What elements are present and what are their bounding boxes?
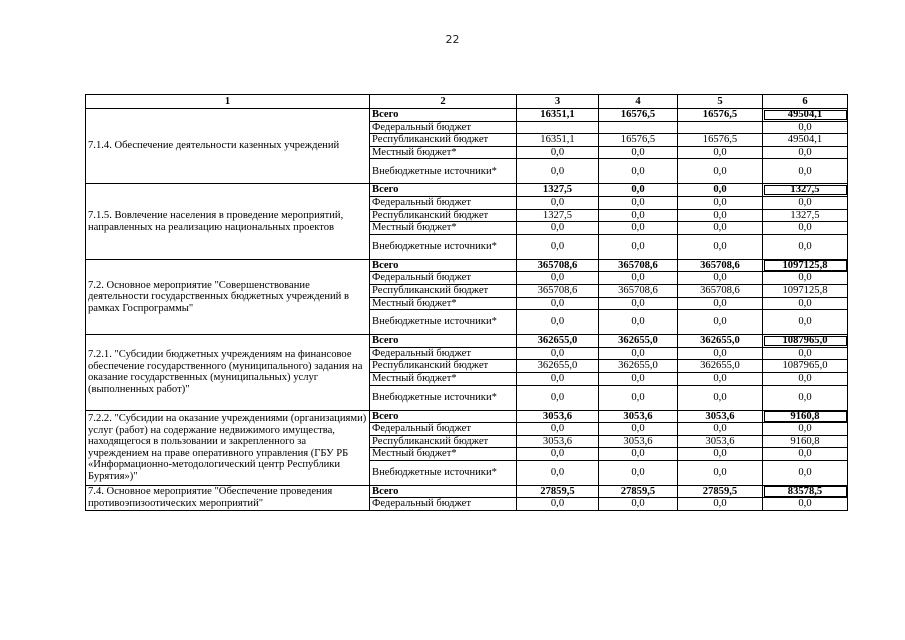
amount-cell xyxy=(678,121,763,134)
amount-cell: 0,0 xyxy=(763,146,848,159)
amount-cell: 0,0 xyxy=(599,310,678,335)
amount-cell: 83578,5 xyxy=(763,485,848,498)
amount-cell: 0,0 xyxy=(678,498,763,511)
amount-cell: 0,0 xyxy=(599,297,678,310)
amount-cell: 0,0 xyxy=(763,234,848,259)
amount-cell: 0,0 xyxy=(678,184,763,197)
amount-cell: 0,0 xyxy=(599,372,678,385)
amount-cell: 0,0 xyxy=(517,196,599,209)
amount-cell: 3053,6 xyxy=(678,435,763,448)
amount-cell: 16576,5 xyxy=(599,109,678,122)
amount-cell: 1087965,0 xyxy=(763,335,848,348)
funding-source: Местный бюджет* xyxy=(370,146,517,159)
column-header: 2 xyxy=(370,95,517,109)
amount-cell: 0,0 xyxy=(678,423,763,436)
amount-cell: 0,0 xyxy=(763,121,848,134)
amount-cell: 27859,5 xyxy=(517,485,599,498)
amount-cell: 3053,6 xyxy=(599,435,678,448)
funding-source: Республиканский бюджет xyxy=(370,209,517,222)
amount-cell: 0,0 xyxy=(517,498,599,511)
amount-cell xyxy=(599,121,678,134)
table-row-total xyxy=(86,335,848,348)
column-header: 4 xyxy=(599,95,678,109)
amount-cell: 0,0 xyxy=(599,385,678,410)
amount-cell: 0,0 xyxy=(599,209,678,222)
table-body xyxy=(86,109,848,511)
amount-cell: 0,0 xyxy=(517,372,599,385)
amount-cell: 365708,6 xyxy=(678,259,763,272)
amount-cell: 0,0 xyxy=(763,272,848,285)
funding-source: Федеральный бюджет xyxy=(370,347,517,360)
amount-cell: 0,0 xyxy=(678,196,763,209)
amount-cell: 3053,6 xyxy=(599,410,678,423)
amount-cell: 3053,6 xyxy=(517,435,599,448)
measure-title: 7.2.1. "Субсидии бюджетных учреждениям на финансовое обеспечение государственного (муниципального) задания на оказание государственных (муниципальных) услуг (выполненных работ)" xyxy=(86,335,370,410)
header-row xyxy=(86,95,848,109)
funding-source: Всего xyxy=(370,335,517,348)
amount-cell: 0,0 xyxy=(763,448,848,461)
amount-cell: 9160,8 xyxy=(763,410,848,423)
funding-source: Внебюджетные источники* xyxy=(370,385,517,410)
amount-cell: 16576,5 xyxy=(599,134,678,147)
amount-cell: 0,0 xyxy=(599,196,678,209)
amount-cell: 0,0 xyxy=(517,423,599,436)
amount-cell: 0,0 xyxy=(678,448,763,461)
funding-source: Всего xyxy=(370,485,517,498)
funding-source: Внебюджетные источники* xyxy=(370,310,517,335)
amount-cell: 0,0 xyxy=(763,385,848,410)
amount-cell: 27859,5 xyxy=(678,485,763,498)
amount-cell: 0,0 xyxy=(517,159,599,184)
funding-source: Федеральный бюджет xyxy=(370,121,517,134)
amount-cell: 0,0 xyxy=(599,272,678,285)
table-row-total xyxy=(86,410,848,423)
amount-cell: 16576,5 xyxy=(678,134,763,147)
amount-cell: 0,0 xyxy=(763,159,848,184)
amount-cell: 1327,5 xyxy=(763,184,848,197)
table-row-total xyxy=(86,184,848,197)
amount-cell: 0,0 xyxy=(678,372,763,385)
amount-cell: 365708,6 xyxy=(599,284,678,297)
amount-cell: 0,0 xyxy=(517,460,599,485)
amount-cell: 0,0 xyxy=(763,347,848,360)
amount-cell: 0,0 xyxy=(517,385,599,410)
amount-cell: 49504,1 xyxy=(763,109,848,122)
amount-cell: 0,0 xyxy=(599,222,678,235)
funding-source: Федеральный бюджет xyxy=(370,196,517,209)
measure-title: 7.1.4. Обеспечение деятельности казенных учреждений xyxy=(86,109,370,184)
amount-cell: 1327,5 xyxy=(763,209,848,222)
amount-cell: 0,0 xyxy=(763,297,848,310)
amount-cell: 0,0 xyxy=(517,448,599,461)
amount-cell: 1087965,0 xyxy=(763,360,848,373)
funding-source: Республиканский бюджет xyxy=(370,360,517,373)
column-header: 6 xyxy=(763,95,848,109)
amount-cell: 0,0 xyxy=(678,159,763,184)
funding-source: Местный бюджет* xyxy=(370,222,517,235)
amount-cell: 362655,0 xyxy=(599,360,678,373)
amount-cell: 0,0 xyxy=(763,460,848,485)
amount-cell: 0,0 xyxy=(678,310,763,335)
amount-cell: 0,0 xyxy=(517,222,599,235)
amount-cell: 0,0 xyxy=(678,222,763,235)
table-row-total xyxy=(86,259,848,272)
amount-cell: 16351,1 xyxy=(517,109,599,122)
amount-cell: 0,0 xyxy=(599,460,678,485)
funding-source: Всего xyxy=(370,109,517,122)
amount-cell: 0,0 xyxy=(599,423,678,436)
amount-cell: 365708,6 xyxy=(599,259,678,272)
funding-source: Местный бюджет* xyxy=(370,372,517,385)
amount-cell: 362655,0 xyxy=(678,335,763,348)
amount-cell: 0,0 xyxy=(763,222,848,235)
amount-cell: 0,0 xyxy=(763,372,848,385)
amount-cell: 0,0 xyxy=(678,385,763,410)
amount-cell: 0,0 xyxy=(678,347,763,360)
funding-source: Местный бюджет* xyxy=(370,297,517,310)
funding-source: Местный бюджет* xyxy=(370,448,517,461)
amount-cell: 1327,5 xyxy=(517,184,599,197)
funding-source: Всего xyxy=(370,259,517,272)
column-header: 1 xyxy=(86,95,370,109)
amount-cell: 365708,6 xyxy=(517,259,599,272)
amount-cell: 0,0 xyxy=(517,347,599,360)
amount-cell: 0,0 xyxy=(517,272,599,285)
amount-cell: 0,0 xyxy=(599,347,678,360)
amount-cell: 3053,6 xyxy=(678,410,763,423)
amount-cell: 0,0 xyxy=(517,310,599,335)
amount-cell: 0,0 xyxy=(763,196,848,209)
amount-cell xyxy=(517,121,599,134)
amount-cell: 1097125,8 xyxy=(763,284,848,297)
funding-source: Внебюджетные источники* xyxy=(370,159,517,184)
amount-cell: 0,0 xyxy=(599,184,678,197)
amount-cell: 16576,5 xyxy=(678,109,763,122)
column-header: 3 xyxy=(517,95,599,109)
funding-source: Всего xyxy=(370,410,517,423)
amount-cell: 0,0 xyxy=(678,297,763,310)
measure-title: 7.2.2. "Субсидии на оказание учреждениями (организациями) услуг (работ) на содержание недвижимого имущества, находящегося в пользовании и закрепленного за учреждением на праве оперативного управления (ГБУ РБ «Информационно-методологический центр Республики Бурятия»)" xyxy=(86,410,370,485)
amount-cell: 365708,6 xyxy=(517,284,599,297)
funding-source: Всего xyxy=(370,184,517,197)
funding-source: Республиканский бюджет xyxy=(370,284,517,297)
amount-cell: 365708,6 xyxy=(678,284,763,297)
measure-title: 7.1.5. Вовлечение населения в проведение мероприятий, направленных на реализацию национальных проектов xyxy=(86,184,370,259)
page-number: 22 xyxy=(445,33,460,46)
amount-cell: 362655,0 xyxy=(517,335,599,348)
amount-cell: 0,0 xyxy=(678,272,763,285)
amount-cell: 27859,5 xyxy=(599,485,678,498)
amount-cell: 0,0 xyxy=(678,460,763,485)
amount-cell: 362655,0 xyxy=(599,335,678,348)
amount-cell: 0,0 xyxy=(517,146,599,159)
funding-source: Федеральный бюджет xyxy=(370,272,517,285)
funding-source: Внебюджетные источники* xyxy=(370,460,517,485)
amount-cell: 0,0 xyxy=(599,448,678,461)
amount-cell: 0,0 xyxy=(599,159,678,184)
measure-title: 7.4. Основное мероприятие "Обеспечение проведения противоэпизоотических мероприятий" xyxy=(86,485,370,510)
amount-cell: 49504,1 xyxy=(763,134,848,147)
funding-source: Федеральный бюджет xyxy=(370,498,517,511)
measure-title: 7.2. Основное мероприятие "Совершенствование деятельности государственных бюджетных учреждений в рамках Госпрограммы" xyxy=(86,259,370,334)
amount-cell: 0,0 xyxy=(678,234,763,259)
table-row-total xyxy=(86,109,848,122)
amount-cell: 3053,6 xyxy=(517,410,599,423)
funding-source: Внебюджетные источники* xyxy=(370,234,517,259)
funding-source: Республиканский бюджет xyxy=(370,435,517,448)
table-row-total xyxy=(86,485,848,498)
amount-cell: 362655,0 xyxy=(517,360,599,373)
amount-cell: 0,0 xyxy=(763,498,848,511)
amount-cell: 0,0 xyxy=(599,146,678,159)
amount-cell: 0,0 xyxy=(678,209,763,222)
amount-cell: 1327,5 xyxy=(517,209,599,222)
funding-source: Республиканский бюджет xyxy=(370,134,517,147)
amount-cell: 9160,8 xyxy=(763,435,848,448)
amount-cell: 0,0 xyxy=(517,234,599,259)
amount-cell: 362655,0 xyxy=(678,360,763,373)
amount-cell: 0,0 xyxy=(599,234,678,259)
funding-source: Федеральный бюджет xyxy=(370,423,517,436)
amount-cell: 0,0 xyxy=(763,310,848,335)
budget-table xyxy=(85,94,848,511)
amount-cell: 1097125,8 xyxy=(763,259,848,272)
amount-cell: 0,0 xyxy=(678,146,763,159)
amount-cell: 16351,1 xyxy=(517,134,599,147)
amount-cell: 0,0 xyxy=(517,297,599,310)
amount-cell: 0,0 xyxy=(599,498,678,511)
amount-cell: 0,0 xyxy=(763,423,848,436)
column-header: 5 xyxy=(678,95,763,109)
